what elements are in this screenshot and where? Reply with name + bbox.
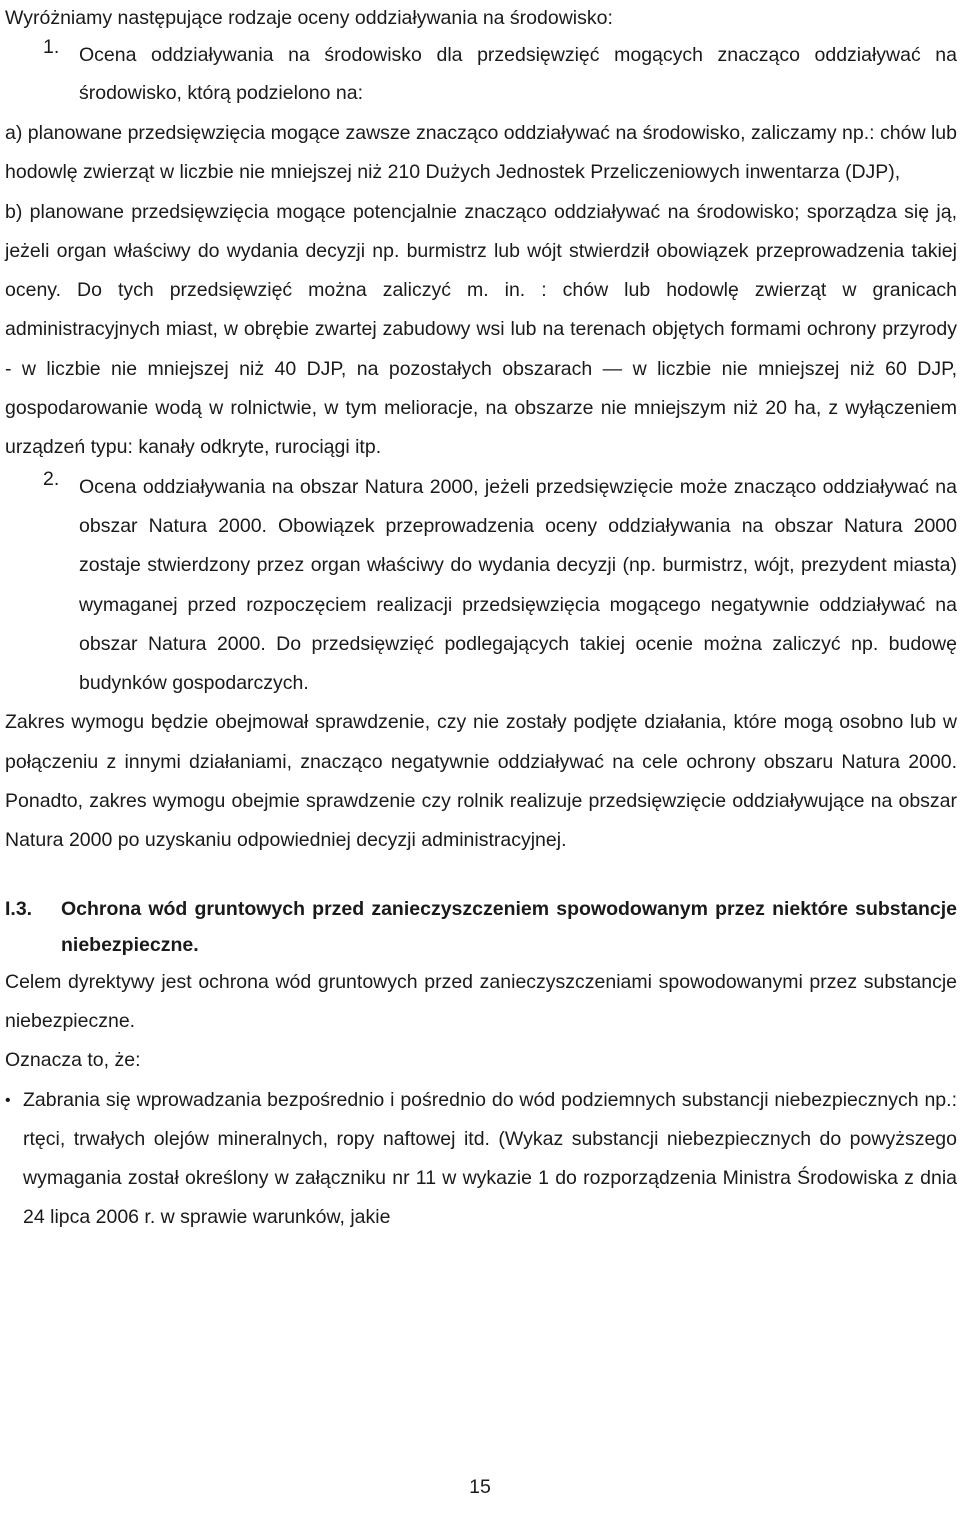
- section-number: I.3.: [5, 897, 33, 920]
- subitem-a: a) planowane przedsięwzięcia mogące zawsze znacząco oddziaływać na środowisko, zaliczamy np.: chów lub hodowlę zwierząt w liczbie nie mniejszej niż 210 Dużych Jednostek Przeliczeniowych inwentarza (DJP),: [5, 122, 957, 184]
- bullet-icon: •: [5, 1091, 11, 1109]
- list-number-1: 1.: [43, 36, 60, 58]
- list-item-1-text: Ocena oddziaływania na środowisko dla przedsięwzięć mogących znacząco oddziaływać na środowisko, którą podzielono na:: [79, 44, 957, 104]
- section-title: Ochrona wód gruntowych przed zanieczyszczeniem spowodowanym przez niektóre substancje niebezpieczne.: [61, 897, 957, 956]
- bullet-item-1: [5, 1081, 957, 1238]
- page-number: 15: [469, 1476, 491, 1498]
- section-heading: [5, 891, 957, 963]
- bullet-item-1-text: Zabrania się wprowadzania bezpośrednio i pośrednio do wód podziemnych substancji niebezpiecznych np.: rtęci, trwałych olejów mineralnych, ropy naftowej itd. (Wykaz substancji niebezpiecznych do powyższego wymagania został określony w załączniku nr 11 w wykazie 1 do rozporządzenia Ministra Środowiska z dnia 24 lipca 2006 r. w sprawie warunków, jakie: [23, 1088, 957, 1229]
- list-item-2: [5, 468, 957, 704]
- subitem-b: b) planowane przedsięwzięcia mogące potencjalnie znacząco oddziaływać na środowisko; sporządza się ją, jeżeli organ właściwy do wydania decyzji np. burmistrz lub wójt stwierdził obowiązek przeprowadzenia takiej oceny. Do tych przedsięwzięć można zaliczyć m. in. : chów lub hodowlę zwierząt w granicach administracyjnych miast, w obrębie zwartej zabudowy wsi lub na terenach objętych formami ochrony przyrody - w liczbie nie mniejszej niż 40 DJP, na pozostałych obszarach — w liczbie nie mniejszej niż 60 DJP, gospodarowanie wodą w rolnictwie, w tym melioracje, na obszarze nie mniejszym niż 20 ha, z wyłączeniem urządzeń typu: kanały odkryte, rurociągi itp.: [5, 200, 957, 459]
- document-page: [5, 0, 957, 1238]
- goal-paragraph: Celem dyrektywy jest ochrona wód gruntowych przed zanieczyszczeniami spowodowanymi przez substancje niebezpieczne.: [5, 970, 957, 1032]
- intro-paragraph: Wyróżniamy następujące rodzaje oceny oddziaływania na środowisko:: [5, 7, 613, 29]
- list-number-2: 2.: [43, 467, 60, 490]
- list-item-2-text: Ocena oddziaływania na obszar Natura 2000, jeżeli przedsięwzięcie może znacząco oddziaływać na obszar Natura 2000. Obowiązek przeprowadzenia oceny oddziaływania na obszar Natura 2000 zostaje stwierdzony przez organ właściwy do wydania decyzji (np. burmistrz, wójt, prezydent miasta) wymaganej przed rozpoczęciem realizacji przedsięwzięcia mogącego negatywnie oddziaływać na obszar Natura 2000. Do przedsięwzięć podlegających takiej ocenie można zaliczyć np. budowę budynków gospodarczych.: [79, 475, 957, 695]
- means-paragraph: Oznacza to, że:: [5, 1049, 141, 1072]
- scope-paragraph: Zakres wymogu będzie obejmował sprawdzenie, czy nie zostały podjęte działania, które mogą osobno lub w połączeniu z innymi działaniami, znacząco negatywnie oddziaływać na cele ochrony obszaru Natura 2000. Ponadto, zakres wymogu obejmie sprawdzenie czy rolnik realizuje przedsięwzięcie oddziaływujące na obszar Natura 2000 po uzyskaniu odpowiedniej decyzji administracyjnej.: [5, 711, 957, 852]
- list-item-1: [5, 36, 957, 112]
